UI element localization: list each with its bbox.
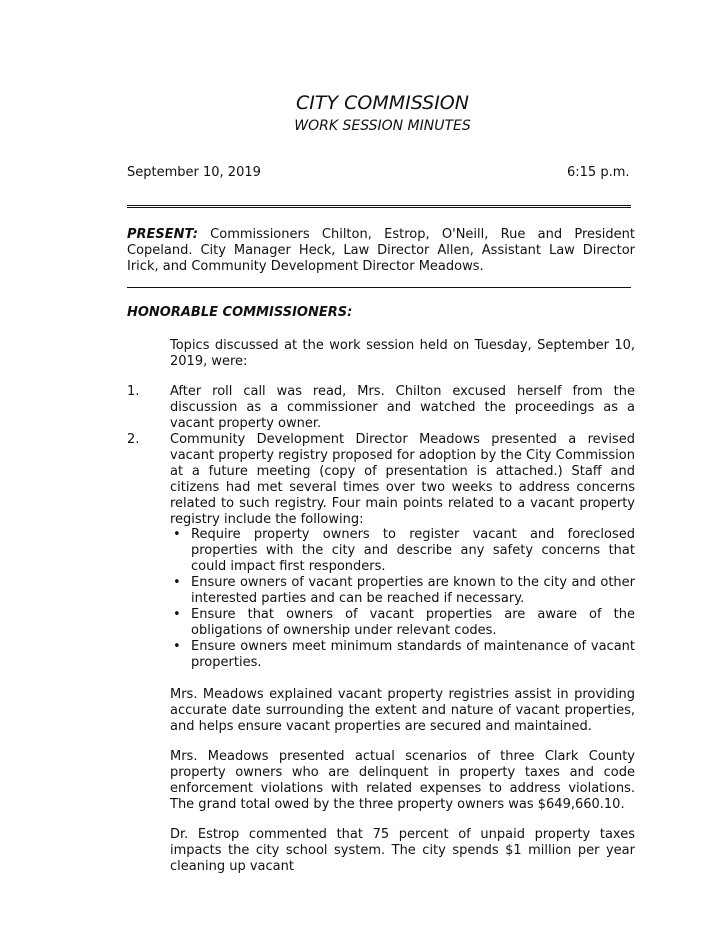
divider bbox=[127, 287, 631, 288]
body-paragraph: Mrs. Meadows presented actual scenarios of three Clark County property owners who are delinquent in property taxes and code enforcement violations with related expenses to address violations. The grand total owed by the three property owners was $649,660.10. bbox=[170, 749, 635, 812]
meeting-date: September 10, 2019 bbox=[127, 165, 261, 180]
bullet-icon: • bbox=[173, 527, 181, 542]
bullet-text: Ensure owners of vacant properties are known to the city and other interested parties and can be reached if necessary. bbox=[191, 575, 635, 606]
present-text: Commissioners Chilton, Estrop, O'Neill, Rue and President Copeland. City Manager Heck, Law Director Allen, Assistant Law Director Irick, and Community Development Director Meadows. bbox=[127, 227, 635, 274]
present-label: PRESENT: bbox=[127, 227, 198, 242]
intro-paragraph: Topics discussed at the work session held on Tuesday, September 10, 2019, were: bbox=[170, 338, 635, 369]
list-item bbox=[170, 607, 635, 639]
item-text: After roll call was read, Mrs. Chilton excused herself from the discussion as a commissioner and watched the proceedings as a vacant property owner. bbox=[170, 384, 635, 431]
item-number: 2. bbox=[127, 432, 140, 447]
document-title: CITY COMMISSION bbox=[296, 92, 469, 114]
bullet-icon: • bbox=[173, 575, 181, 590]
bullet-text: Ensure owners meet minimum standards of maintenance of vacant properties. bbox=[191, 639, 635, 670]
body-paragraph: Dr. Estrop commented that 75 percent of unpaid property taxes impacts the city school system. The city spends $1 million per year cleaning up vacant bbox=[170, 827, 635, 874]
list-item bbox=[170, 575, 635, 607]
salutation: HONORABLE COMMISSIONERS: bbox=[127, 305, 353, 320]
bullet-icon: • bbox=[173, 607, 181, 622]
bullet-text: Require property owners to register vacant and foreclosed properties with the city and describe any safety concerns that could impact first responders. bbox=[191, 527, 635, 574]
item-text: Community Development Director Meadows presented a revised vacant property registry proposed for adoption by the City Commission at a future meeting (copy of presentation is attached.) Staff and citizens had met several times over two weeks to address concerns related to such registry. Four main points related to a vacant property registry include the following: bbox=[170, 432, 635, 527]
meeting-time: 6:15 p.m. bbox=[567, 165, 630, 180]
list-item bbox=[170, 527, 635, 575]
document-subtitle: WORK SESSION MINUTES bbox=[294, 118, 471, 134]
body-paragraph: Mrs. Meadows explained vacant property registries assist in providing accurate date surrounding the extent and nature of vacant properties, and helps ensure vacant properties are secured and maintained. bbox=[170, 687, 635, 734]
bullet-icon: • bbox=[173, 639, 181, 654]
double-divider bbox=[127, 205, 631, 208]
item-number: 1. bbox=[127, 384, 140, 399]
list-item bbox=[170, 639, 635, 671]
bullet-list bbox=[170, 527, 635, 671]
bullet-text: Ensure that owners of vacant properties are aware of the obligations of ownership under relevant codes. bbox=[191, 607, 635, 638]
present-paragraph bbox=[127, 227, 635, 275]
